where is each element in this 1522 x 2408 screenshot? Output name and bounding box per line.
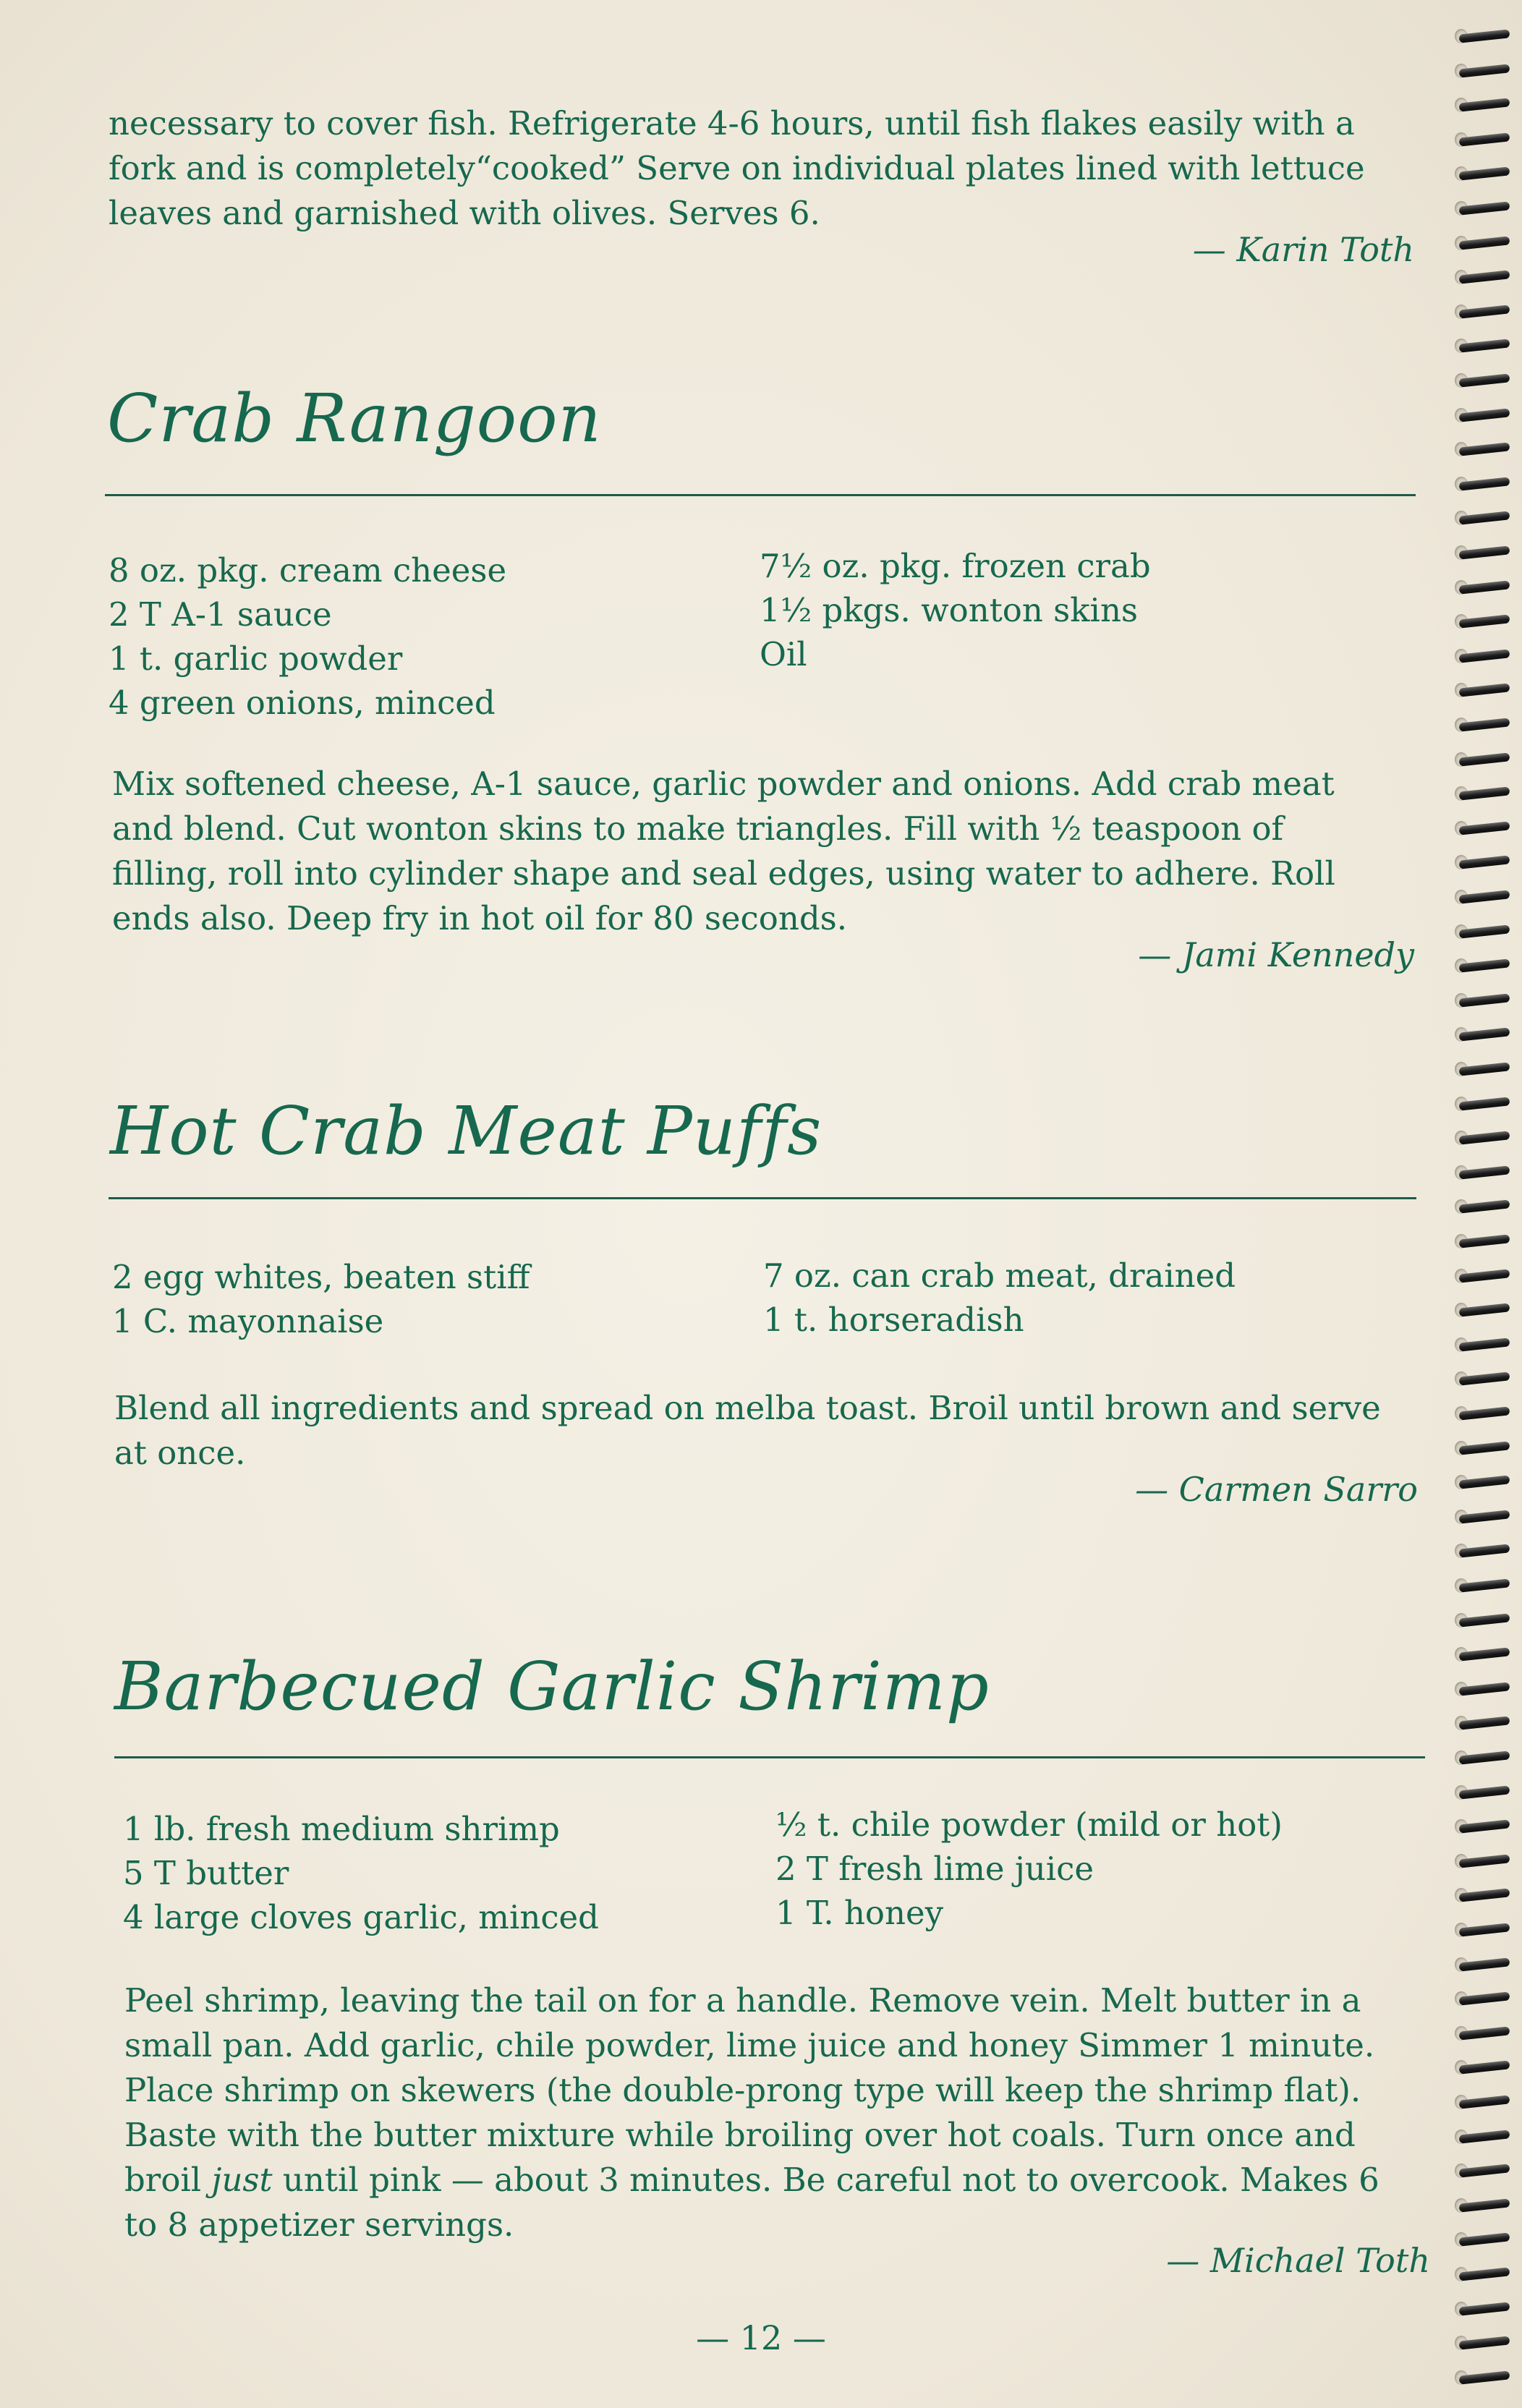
spiral-coil xyxy=(1459,1714,1514,1732)
coil-wire xyxy=(1459,580,1510,594)
spiral-coil xyxy=(1459,923,1514,940)
spiral-binding xyxy=(1450,0,1522,2408)
spiral-coil xyxy=(1459,2231,1514,2248)
coil-wire xyxy=(1459,2130,1510,2143)
spiral-coil xyxy=(1459,2334,1514,2352)
spiral-coil xyxy=(1459,1508,1514,1526)
ingredient-item: 1 t. garlic powder xyxy=(109,639,403,678)
coil-wire xyxy=(1459,236,1510,250)
spiral-coil xyxy=(1459,1577,1514,1594)
directions-line: Peel shrimp, leaving the tail on for a handle. Remove vein. Melt butter in a xyxy=(124,1981,1361,2020)
ingredient-item: 1 T. honey xyxy=(775,1894,944,1932)
coil-wire xyxy=(1459,64,1510,77)
directions-line: Mix softened cheese, A-1 sauce, garlic powder and onions. Add crab meat xyxy=(112,765,1335,803)
spiral-coil xyxy=(1459,1473,1514,1491)
intro-attribution: — Karin Toth xyxy=(1192,230,1414,269)
show-through-text xyxy=(376,260,386,305)
spiral-coil xyxy=(1459,681,1514,699)
spiral-coil xyxy=(1459,579,1514,596)
recipe-title-hot-crab-meat-puffs: Hot Crab Meat Puffs xyxy=(110,1092,822,1170)
spiral-coil xyxy=(1459,957,1514,974)
spiral-coil xyxy=(1459,2093,1514,2111)
spiral-coil xyxy=(1459,854,1514,871)
spiral-coil xyxy=(1459,1198,1514,1215)
spiral-coil xyxy=(1459,1060,1514,1078)
spiral-coil xyxy=(1459,544,1514,561)
spiral-coil xyxy=(1459,200,1514,217)
spiral-coil xyxy=(1459,1336,1514,1353)
spiral-coil xyxy=(1459,716,1514,733)
spiral-coil xyxy=(1459,1680,1514,1698)
spiral-coil xyxy=(1459,785,1514,802)
coil-wire xyxy=(1459,1269,1510,1282)
page-number: — 12 — xyxy=(696,2318,826,2357)
spiral-coil xyxy=(1459,337,1514,354)
ingredient-item: 1 t. horseradish xyxy=(763,1301,1024,1339)
coil-wire xyxy=(1459,1097,1510,1110)
intro-line-2: fork and is completely“cooked” Serve on individual plates lined with lettuce xyxy=(109,149,1365,187)
spiral-coil xyxy=(1459,1956,1514,1973)
spiral-coil xyxy=(1459,2128,1514,2145)
recipe-attribution: — Michael Toth xyxy=(1166,2241,1430,2280)
ingredient-item: 4 large cloves garlic, minced xyxy=(123,1898,599,1936)
ingredients-left-column xyxy=(109,548,506,725)
ingredients-left-column xyxy=(112,1255,530,1343)
spiral-coil xyxy=(1459,1129,1514,1146)
spiral-coil xyxy=(1459,1852,1514,1870)
ingredients-left-column xyxy=(123,1807,599,1939)
directions-line xyxy=(124,2158,1430,2203)
spiral-coil xyxy=(1459,888,1514,906)
spiral-coil xyxy=(1459,1818,1514,1835)
spiral-coil xyxy=(1459,1026,1514,1043)
spiral-coil xyxy=(1459,1267,1514,1285)
spiral-coil xyxy=(1459,647,1514,665)
recipe-attribution: — Carmen Sarro xyxy=(1135,1470,1418,1509)
directions-line: Blend all ingredients and spread on melba toast. Broil until brown and serve xyxy=(114,1389,1381,1427)
spiral-coil xyxy=(1459,1749,1514,1766)
spiral-coil xyxy=(1459,1990,1514,2007)
spiral-coil xyxy=(1459,1646,1514,1663)
directions-line: to 8 appetizer servings. xyxy=(124,2205,514,2244)
spiral-coil xyxy=(1459,1921,1514,1939)
coil-wire xyxy=(1459,1613,1510,1627)
spiral-coil xyxy=(1459,2369,1514,2386)
spiral-coil xyxy=(1459,441,1514,458)
spiral-coil xyxy=(1459,1405,1514,1422)
spiral-coil xyxy=(1459,131,1514,148)
ingredient-item: 2 T A-1 sauce xyxy=(109,595,332,634)
spiral-coil xyxy=(1459,372,1514,389)
coil-wire xyxy=(1459,1785,1510,1799)
spiral-coil xyxy=(1459,1233,1514,1250)
spiral-coil xyxy=(1459,2025,1514,2042)
ingredient-item: 1½ pkgs. wonton skins xyxy=(760,591,1139,629)
spiral-coil xyxy=(1459,2197,1514,2214)
spiral-coil xyxy=(1459,992,1514,1009)
spiral-coil xyxy=(1459,1612,1514,1629)
spiral-coil xyxy=(1459,165,1514,182)
spiral-coil xyxy=(1459,1095,1514,1112)
coil-wire xyxy=(1459,408,1510,422)
ingredient-item: 8 oz. pkg. cream cheese xyxy=(109,551,507,590)
ingredients-right-column xyxy=(763,1254,1236,1342)
title-rule xyxy=(105,494,1416,496)
directions-line: filling, roll into cylinder shape and seal edges, using water to adhere. Roll xyxy=(112,854,1335,893)
recipe-title-crab-rangoon: Crab Rangoon xyxy=(107,380,602,457)
ingredients-right-column xyxy=(760,544,1151,676)
ingredient-item: 2 egg whites, beaten stiff xyxy=(112,1258,530,1296)
spiral-coil xyxy=(1459,475,1514,493)
ingredient-item: Oil xyxy=(760,635,807,673)
spiral-coil xyxy=(1459,62,1514,80)
ingredient-item: 1 lb. fresh medium shrimp xyxy=(123,1810,560,1848)
ingredient-item: 5 T butter xyxy=(123,1854,289,1892)
spiral-coil xyxy=(1459,1301,1514,1319)
ingredient-item: 7 oz. can crab meat, drained xyxy=(763,1256,1236,1295)
ingredient-item: 1 C. mayonnaise xyxy=(112,1302,384,1340)
spiral-coil xyxy=(1459,2300,1514,2318)
title-rule xyxy=(109,1197,1416,1199)
intro-line-1: necessary to cover fish. Refrigerate 4-6 hours, until fish flakes easily with a xyxy=(109,104,1355,142)
recipe-attribution: — Jami Kennedy xyxy=(1138,935,1414,974)
spiral-coil xyxy=(1459,1164,1514,1181)
spiral-coil xyxy=(1459,2266,1514,2283)
directions-line: Baste with the butter mixture while broiling over hot coals. Turn once and xyxy=(124,2116,1356,2154)
directions-text: until pink — about 3 minutes. Be careful not to overcook. Makes 6 xyxy=(272,2161,1379,2199)
directions-line: at once. xyxy=(114,1434,246,1472)
coil-wire xyxy=(1459,1441,1510,1455)
spiral-coil xyxy=(1459,234,1514,252)
emphasis-just: just xyxy=(211,2161,273,2199)
ingredient-item: 7½ oz. pkg. frozen crab xyxy=(760,547,1151,585)
ingredient-item: 2 T fresh lime juice xyxy=(775,1850,1094,1888)
spiral-coil xyxy=(1459,1370,1514,1387)
intro-line-3: leaves and garnished with olives. Serves 6. xyxy=(109,194,820,232)
spiral-coil xyxy=(1459,1542,1514,1560)
spiral-coil xyxy=(1459,96,1514,114)
directions-line: and blend. Cut wonton skins to make triangles. Fill with ½ teaspoon of xyxy=(112,809,1284,848)
spiral-coil xyxy=(1459,2162,1514,2179)
directions-line: ends also. Deep fry in hot oil for 80 seconds. xyxy=(112,899,848,937)
coil-wire xyxy=(1459,2302,1510,2315)
spiral-coil xyxy=(1459,820,1514,837)
directions-line: Place shrimp on skewers (the double-prong type will keep the shrimp flat). xyxy=(124,2071,1361,2109)
coil-wire xyxy=(1459,752,1510,766)
directions-text: broil xyxy=(124,2161,212,2199)
ingredient-item: 4 green onions, minced xyxy=(109,684,496,722)
spiral-coil xyxy=(1459,407,1514,424)
ingredient-item: ½ t. chile powder (mild or hot) xyxy=(775,1805,1283,1844)
spiral-coil xyxy=(1459,27,1514,45)
spiral-coil xyxy=(1459,613,1514,630)
spiral-coil xyxy=(1459,1886,1514,1904)
title-rule xyxy=(114,1756,1425,1758)
coil-wire xyxy=(1459,924,1510,938)
directions-line: small pan. Add garlic, chile powder, lime juice and honey Simmer 1 minute. xyxy=(124,2026,1375,2064)
spiral-coil xyxy=(1459,268,1514,286)
spiral-coil xyxy=(1459,2059,1514,2076)
spiral-coil xyxy=(1459,303,1514,320)
spiral-coil xyxy=(1459,751,1514,768)
ingredients-right-column xyxy=(775,1803,1283,1935)
spiral-coil xyxy=(1459,1439,1514,1457)
spiral-coil xyxy=(1459,1784,1514,1801)
spiral-coil xyxy=(1459,509,1514,527)
coil-wire xyxy=(1459,1957,1510,1971)
recipe-title-barbecued-garlic-shrimp: Barbecued Garlic Shrimp xyxy=(114,1648,990,1725)
